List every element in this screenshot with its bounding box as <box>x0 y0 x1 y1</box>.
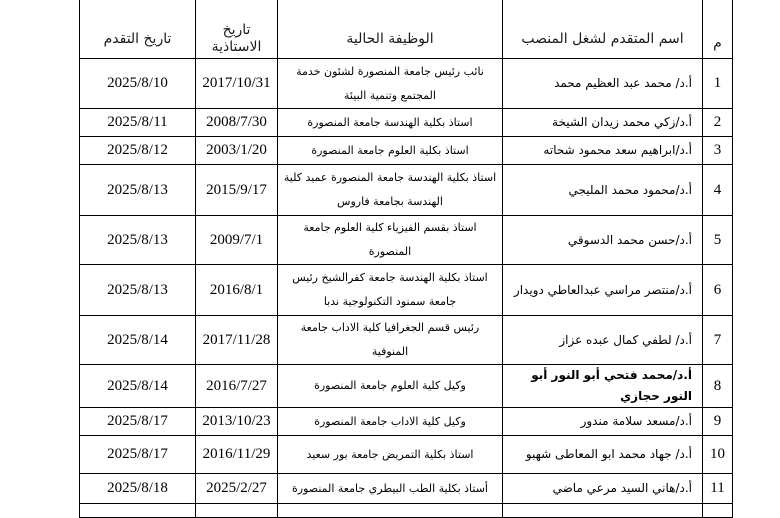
row-job: أستاذ بكلية الطب البيطري جامعة المنصورة <box>278 474 503 504</box>
row-num: 1 <box>703 59 733 109</box>
row-prof-date: 2015/9/17 <box>196 165 278 216</box>
row-apply-date: 2025/8/17 <box>80 436 196 474</box>
table-row <box>80 408 733 436</box>
row-num: 5 <box>703 216 733 265</box>
row-num: 6 <box>703 265 733 316</box>
table-row <box>80 316 733 365</box>
row-apply-date: 2025/8/14 <box>80 365 196 408</box>
table-row-partial <box>80 504 733 518</box>
row-apply-date: 2025/8/14 <box>80 316 196 365</box>
row-job: استاذ بكلية التمريض جامعة بور سعيد <box>278 436 503 474</box>
row-prof-date: 2016/11/29 <box>196 436 278 474</box>
row-apply-date: 2025/8/11 <box>80 109 196 137</box>
row-name: أ.د/ لطفي كمال عبده عزاز <box>503 316 703 365</box>
row-name: أ.د/منتصر مراسي عبدالعاطي دويدار <box>503 265 703 316</box>
row-apply-date: 2025/8/13 <box>80 165 196 216</box>
row-job: رئيس قسم الجغرافيا كلية الاداب جامعة المنوفية <box>278 316 503 365</box>
row-prof-date: 2016/8/1 <box>196 265 278 316</box>
table-row <box>80 436 733 474</box>
row-num-empty <box>703 504 733 518</box>
row-prof-date: 2013/10/23 <box>196 408 278 436</box>
row-name: أ.د/ابراهيم سعد محمود شحاته <box>503 137 703 165</box>
row-job: استاذ بكلية الهندسة جامعة كفرالشيخ رئيس جامعة سمنود التكنولوجية ندبا <box>278 265 503 316</box>
row-name: أ.د/هاني السيد مرعي ماضي <box>503 474 703 504</box>
row-num: 2 <box>703 109 733 137</box>
row-prof-date: 2017/10/31 <box>196 59 278 109</box>
header-row <box>80 0 733 59</box>
row-prof-date: 2016/7/27 <box>196 365 278 408</box>
row-job: وكيل كلية الاداب جامعة المنصورة <box>278 408 503 436</box>
row-prof-date: 2003/1/20 <box>196 137 278 165</box>
row-apply-date: 2025/8/10 <box>80 59 196 109</box>
row-prof-date: 2017/11/28 <box>196 316 278 365</box>
table-row <box>80 216 733 265</box>
row-num: 11 <box>703 474 733 504</box>
row-name: أ.د/محمد فتحي أبو النور أبو النور حجازي <box>503 365 703 408</box>
row-prof-date: 2008/7/30 <box>196 109 278 137</box>
row-name: أ.د/ جهاد محمد ابو المعاطى شهبو <box>503 436 703 474</box>
row-apply-date: 2025/8/18 <box>80 474 196 504</box>
table-row <box>80 165 733 216</box>
row-prof-date: 2009/7/1 <box>196 216 278 265</box>
row-num: 7 <box>703 316 733 365</box>
row-name: أ.د/ محمد عبد العظيم محمد <box>503 59 703 109</box>
row-name: أ.د/مسعد سلامة مندور <box>503 408 703 436</box>
row-num: 10 <box>703 436 733 474</box>
row-job: استاذ بكلية العلوم جامعة المنصورة <box>278 137 503 165</box>
row-num: 4 <box>703 165 733 216</box>
row-prof-date: 2025/2/27 <box>196 474 278 504</box>
header-prof-date: تاريخ الاستاذية <box>196 0 278 59</box>
row-name-empty <box>503 504 703 518</box>
table-row <box>80 365 733 408</box>
row-name: أ.د/حسن محمد الدسوقي <box>503 216 703 265</box>
row-apply-date: 2025/8/12 <box>80 137 196 165</box>
table-row <box>80 137 733 165</box>
row-apply-date: 2025/8/13 <box>80 265 196 316</box>
table-row <box>80 109 733 137</box>
header-job: الوظيفة الحالية <box>278 0 503 59</box>
header-name: اسم المتقدم لشغل المنصب <box>503 0 703 59</box>
header-apply-date: تاريخ التقدم <box>80 0 196 59</box>
row-apply-date: 2025/8/17 <box>80 408 196 436</box>
row-num: 3 <box>703 137 733 165</box>
table-row <box>80 474 733 504</box>
row-num: 8 <box>703 365 733 408</box>
applicants-table <box>79 0 733 518</box>
table-row <box>80 59 733 109</box>
row-num: 9 <box>703 408 733 436</box>
table-row <box>80 265 733 316</box>
row-job: وكيل كلية العلوم جامعة المنصورة <box>278 365 503 408</box>
row-job-empty <box>278 504 503 518</box>
row-job: استاذ بقسم الفيزياء كلية العلوم جامعة المنصورة <box>278 216 503 265</box>
row-job: نائب رئيس جامعة المنصورة لشئون خدمة المجتمع وتنمية البيئة <box>278 59 503 109</box>
row-apply-date: 2025/8/13 <box>80 216 196 265</box>
row-prof-date-empty <box>196 504 278 518</box>
row-apply-date-empty <box>80 504 196 518</box>
row-name: أ.د/محمود محمد المليجي <box>503 165 703 216</box>
row-job: استاذ بكلية الهندسة جامعة المنصورة <box>278 109 503 137</box>
header-num: م <box>703 0 733 59</box>
row-job: استاذ بكلية الهندسة جامعة المنصورة عميد كلية الهندسة بجامعة فاروس <box>278 165 503 216</box>
row-name: أ.د/زكي محمد زيدان الشيخة <box>503 109 703 137</box>
